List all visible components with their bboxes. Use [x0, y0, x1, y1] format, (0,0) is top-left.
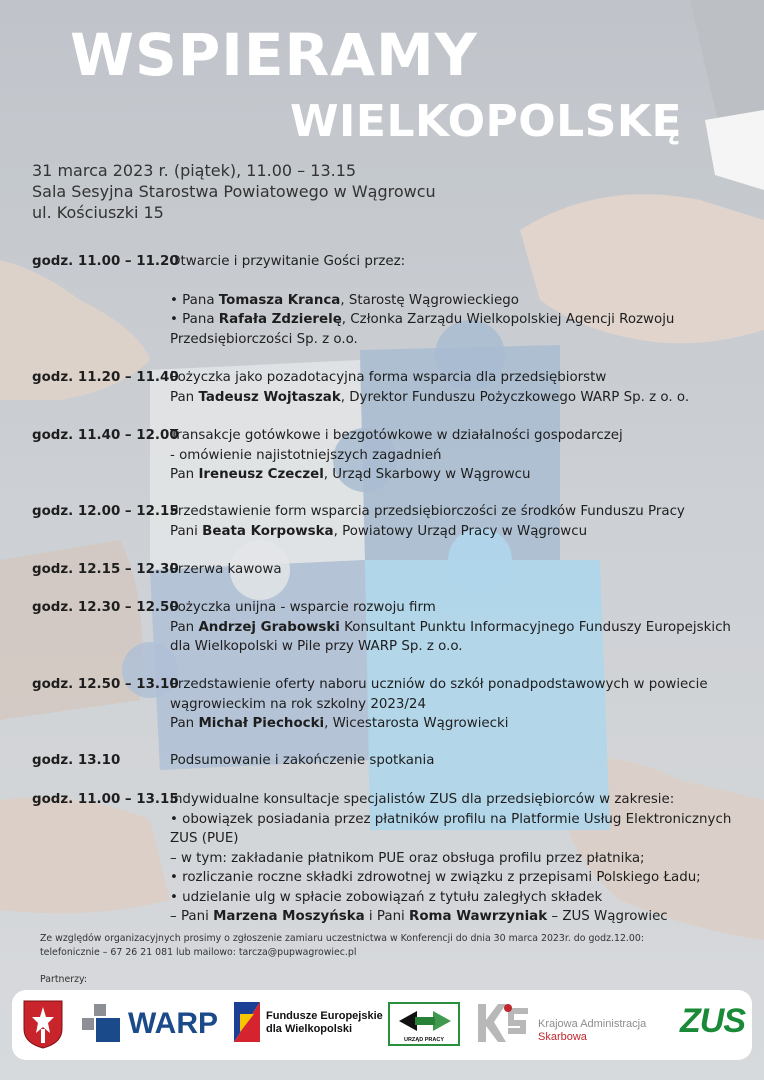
agenda-description — [170, 560, 755, 580]
agenda-line: • Pana Tomasza Kranca, Starostę Wągrowieckiego — [170, 292, 519, 308]
speaker-name: Ireneusz Czeczel — [198, 467, 324, 482]
registration-note — [40, 932, 644, 960]
agenda-line: Indywidualne konsultacje specjalistów ZUS dla przedsiębiorców w zakresie: — [170, 792, 675, 807]
agenda-line: Pożyczka jako pozadotacyjna forma wsparcia dla przedsiębiorstw — [170, 370, 607, 385]
speaker-name: Tomasza Kranca — [218, 292, 341, 308]
agenda-line: Przedsiębiorczości Sp. z o.o. — [170, 331, 358, 347]
agenda-time: godz. 12.50 – 13.10 — [32, 677, 179, 692]
agenda-description — [170, 790, 755, 927]
agenda-line: Pani Beata Korpowska, Powiatowy Urząd Pracy w Wągrowcu — [170, 523, 588, 539]
agenda-line: Przerwa kawowa — [170, 562, 282, 577]
agenda-line: • rozliczanie roczne składki zdrowotnej w związku z przepisami Polskiego Ładu; — [170, 870, 701, 885]
event-venue: Sala Sesyjna Starostwa Powiatowego w Wągrowcu — [32, 182, 436, 201]
agenda-line: Pożyczka unijna - wsparcie rozwoju firm — [170, 600, 436, 615]
agenda-description — [170, 252, 755, 349]
agenda-line: • udzielanie ulg w spłacie zobowiązań z tytułu zaległych składek — [170, 889, 603, 905]
event-date: 31 marca 2023 r. (piątek), 11.00 – 13.15 — [32, 161, 357, 180]
agenda-time: godz. 12.30 – 12.50 — [32, 600, 179, 615]
title-line-1: WSPIERAMY — [70, 21, 478, 89]
zus-logo-text: ZUS — [680, 1002, 745, 1040]
agenda-line: wągrowieckim na rok szkolny 2023/24 — [170, 696, 426, 712]
zus-logo — [680, 1002, 748, 1060]
agenda-line: Otwarcie i przywitanie Gości przez: — [170, 254, 406, 269]
agenda-description — [170, 751, 755, 771]
agenda-time: godz. 13.10 — [32, 753, 121, 768]
coat-of-arms-logo — [22, 999, 64, 1049]
eu-funds-icon — [234, 1002, 260, 1042]
urzad-pracy-arrows-icon — [395, 1007, 455, 1035]
note-line: Ze względów organizacyjnych prosimy o zgłoszenie zamiaru uczestnictwa w Konferencji do dnia 30 marca 2023r. do godz.12.00: — [40, 933, 644, 944]
agenda-time: godz. 12.00 – 12.15 — [32, 504, 179, 519]
kas-line-2: Skarbowa — [538, 1031, 587, 1043]
agenda-line: - omówienie najistotniejszych zagadnień — [170, 447, 442, 463]
fe-line-2: dla Wielkopolski — [266, 1023, 353, 1035]
kas-emblem-icon — [474, 1000, 532, 1046]
speaker-name: Rafała Zdzierelę — [218, 312, 342, 327]
event-details — [32, 160, 436, 223]
agenda-line: Podsumowanie i zakończenie spotkania — [170, 753, 435, 768]
warp-squares-icon — [82, 1004, 122, 1044]
agenda-time: godz. 11.00 – 13.15 — [32, 792, 179, 807]
agenda-line: Pan Ireneusz Czeczel, Urząd Skarbowy w Wągrowcu — [170, 467, 531, 482]
agenda-line: ZUS (PUE) — [170, 831, 239, 846]
warp-logo-text: WARP — [128, 1007, 218, 1040]
agenda-line: – Pani Marzena Moszyńska i Pani Roma Wawrzyniak – ZUS Wągrowiec — [170, 909, 668, 924]
agenda-line: Pan Andrzej Grabowski Konsultant Punktu Informacyjnego Funduszy Europejskich — [170, 619, 731, 635]
urzad-pracy-logo — [388, 1002, 460, 1046]
speaker-name: Beata Korpowska — [202, 523, 334, 539]
agenda-line: Przedstawienie oferty naboru uczniów do szkół ponadpodstawowych w powiecie — [170, 677, 708, 692]
note-line: telefonicznie – 67 26 21 081 lub mailowo: tarcza@pupwagrowiec.pl — [40, 947, 357, 958]
title-line-2: WIELKOPOLSKĘ — [290, 96, 683, 147]
speaker-name: Marzena Moszyńska — [213, 909, 365, 924]
partners-label: Partnerzy: — [40, 974, 88, 985]
agenda-line: Pan Michał Piechocki, Wicestarosta Wągrowiecki — [170, 716, 509, 731]
event-address: ul. Kościuszki 15 — [32, 203, 164, 222]
fe-line-1: Fundusze Europejskie — [266, 1010, 383, 1022]
speaker-name: Michał Piechocki — [198, 716, 325, 731]
agenda-line: • obowiązek posiadania przez płatników profilu na Platformie Usług Elektronicznych — [170, 811, 732, 827]
agenda-line: • Pana Rafała Zdzierelę, Członka Zarządu Wielkopolskiej Agencji Rozwoju — [170, 312, 675, 327]
kas-line-1: Krajowa Administracja — [538, 1018, 647, 1030]
agenda-time: godz. 12.15 – 12.30 — [32, 562, 179, 577]
agenda-time: godz. 11.20 – 11.40 — [32, 370, 179, 385]
speaker-name: Tadeusz Wojtaszak — [198, 389, 341, 405]
kas-logo — [474, 1000, 674, 1058]
partners-bar — [12, 990, 752, 1060]
agenda-line: – w tym: zakładanie płatnikom PUE oraz obsługa profilu przez płatnika; — [170, 850, 645, 866]
agenda-description — [170, 368, 755, 407]
speaker-name: Roma Wawrzyniak — [409, 909, 548, 924]
agenda-description — [170, 426, 755, 485]
urzad-pracy-text: URZĄD PRACY — [403, 1037, 445, 1043]
agenda-description — [170, 598, 755, 657]
agenda-line: Przedstawienie form wsparcia przedsiębiorczości ze środków Funduszu Pracy — [170, 504, 685, 519]
agenda-time: godz. 11.40 – 12.00 — [32, 428, 179, 443]
agenda-description — [170, 675, 755, 734]
agenda-line: Transakcje gotówkowe i bezgotówkowe w działalności gospodarczej — [170, 428, 623, 443]
agenda-time: godz. 11.00 – 11.20 — [32, 254, 179, 269]
speaker-name: Andrzej Grabowski — [198, 619, 340, 635]
agenda-line: Pan Tadeusz Wojtaszak, Dyrektor Funduszu Pożyczkowego WARP Sp. z o. o. — [170, 389, 690, 405]
agenda-line: dla Wielkopolski w Pile przy WARP Sp. z o.o. — [170, 639, 463, 654]
fundusze-europejskie-logo — [234, 1002, 384, 1060]
warp-logo — [82, 1004, 222, 1044]
agenda-description — [170, 502, 755, 541]
